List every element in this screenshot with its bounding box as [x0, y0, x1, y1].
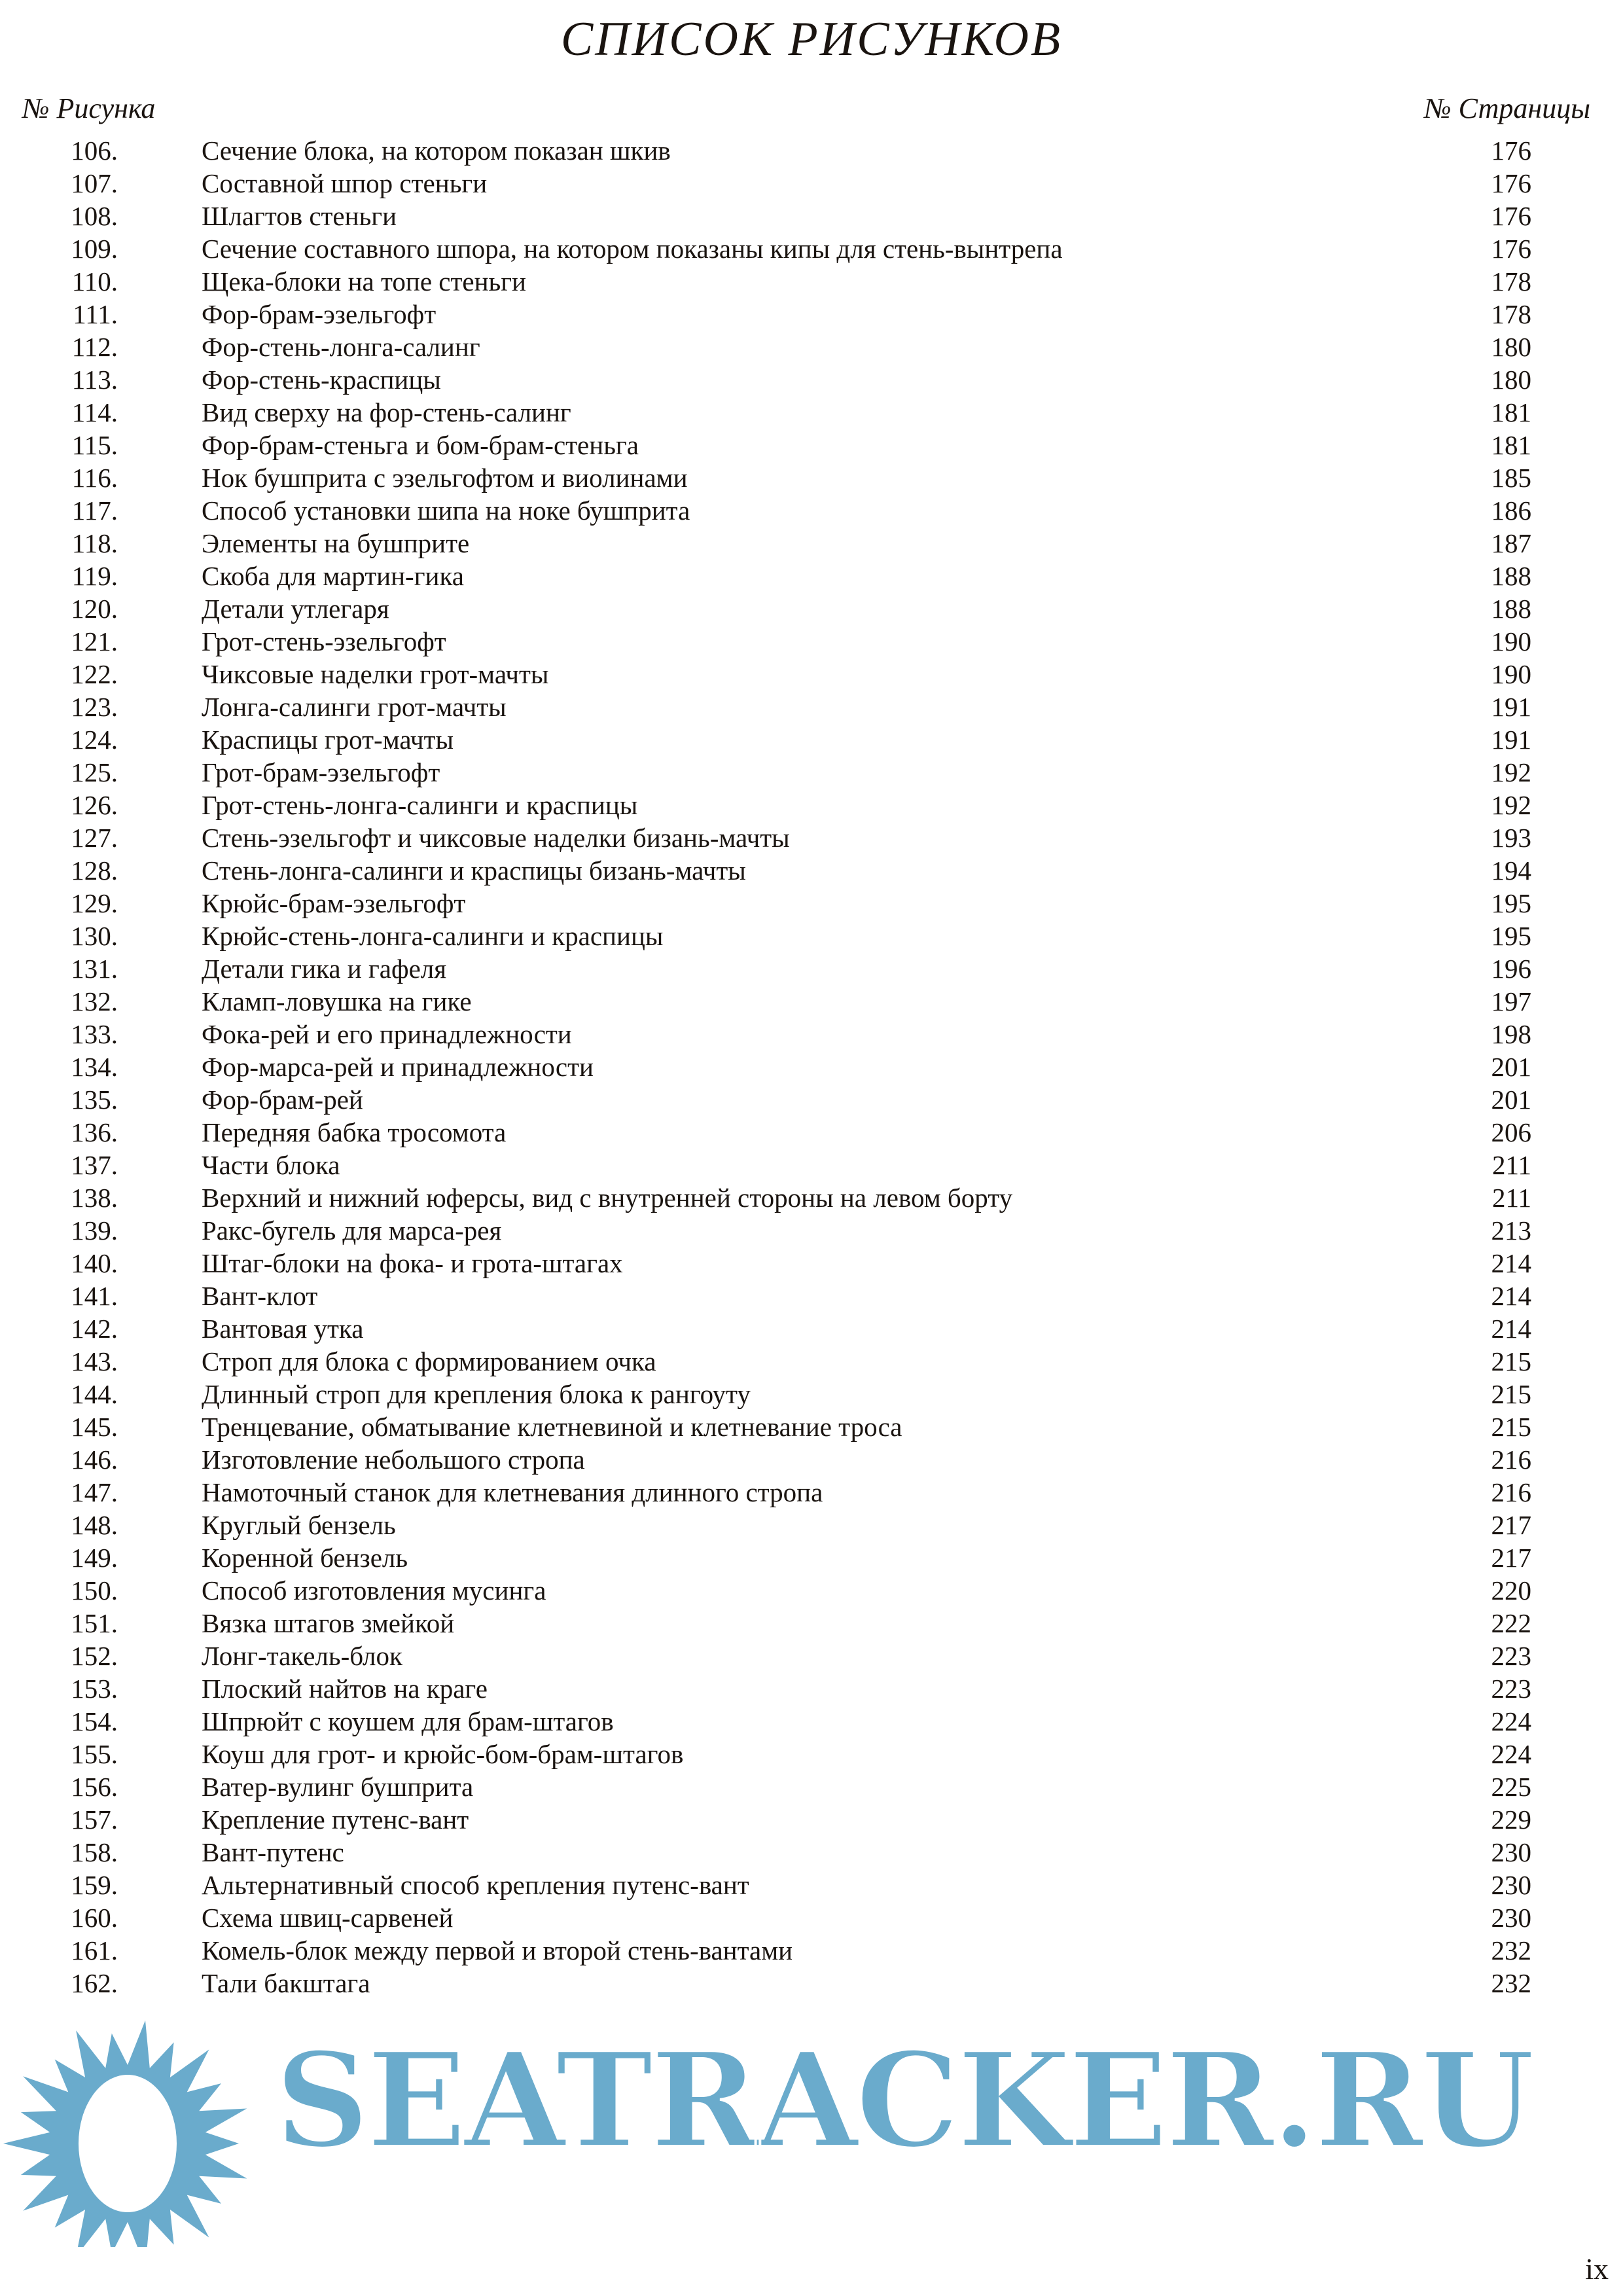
- page-number: 176: [1491, 135, 1531, 166]
- figure-number: 107.: [71, 168, 118, 198]
- figure-caption: Стень-эзельгофт и чиксовые наделки бизань-мачты: [202, 823, 790, 853]
- figure-number: 118.: [71, 528, 118, 558]
- figure-list-row: [0, 658, 1623, 691]
- page-number: 230: [1491, 1870, 1531, 1900]
- figure-number: 126.: [71, 790, 118, 820]
- page-number: 211: [1492, 1150, 1531, 1180]
- page-number: 188: [1491, 594, 1531, 624]
- page-number: 176: [1491, 201, 1531, 231]
- page-number: 230: [1491, 1837, 1531, 1867]
- page-number: 217: [1491, 1543, 1531, 1573]
- page-number-column-header: № Страницы: [1424, 92, 1590, 124]
- page-number: 232: [1491, 1935, 1531, 1965]
- figure-list-row: [0, 723, 1623, 756]
- figure-caption: Детали гика и гафеля: [202, 954, 447, 984]
- figure-number: 129.: [71, 888, 118, 918]
- figure-caption: Верхний и нижний юферсы, вид с внутренней стороны на левом борту: [202, 1183, 1013, 1213]
- figure-number: 111.: [73, 299, 118, 329]
- figure-caption: Вант-путенс: [202, 1837, 344, 1867]
- figure-caption: Передняя бабка тросомота: [202, 1117, 507, 1147]
- figure-list-row: [0, 1443, 1623, 1476]
- page-number: 215: [1491, 1379, 1531, 1409]
- figure-number: 115.: [71, 430, 118, 460]
- figure-number: 117.: [71, 495, 118, 526]
- page-number: 206: [1491, 1117, 1531, 1147]
- figure-list-row: [0, 1050, 1623, 1083]
- figure-list-row: [0, 952, 1623, 985]
- figure-caption: Ракс-бугель для марса-рея: [202, 1215, 502, 1246]
- figure-number: 135.: [71, 1085, 118, 1115]
- figure-list-row: [0, 1967, 1623, 2000]
- figure-list-row: [0, 1410, 1623, 1443]
- figure-caption: Плоский найтов на краге: [202, 1674, 488, 1704]
- figure-list-row: [0, 134, 1623, 167]
- figure-list-row: [0, 1901, 1623, 1934]
- figure-list-row: [0, 1247, 1623, 1280]
- page-number: 178: [1491, 299, 1531, 329]
- figure-number: 124.: [71, 725, 118, 755]
- figure-number: 119.: [71, 561, 118, 591]
- figure-list-row: [0, 1803, 1623, 1836]
- page-number: 180: [1491, 365, 1531, 395]
- figure-caption: Вязка штагов змейкой: [202, 1608, 455, 1638]
- page-number: 229: [1491, 1804, 1531, 1835]
- figure-number: 136.: [71, 1117, 118, 1147]
- page-number: 223: [1491, 1641, 1531, 1671]
- figure-caption: Лонг-такель-блок: [202, 1641, 402, 1671]
- figure-number: 145.: [71, 1412, 118, 1442]
- figure-list-row: [0, 1541, 1623, 1574]
- page-folio: ix: [1585, 2252, 1609, 2286]
- figure-caption: Лонга-салинги грот-мачты: [202, 692, 507, 722]
- page-number: 185: [1491, 463, 1531, 493]
- figure-list-row: [0, 331, 1623, 363]
- page-number: 222: [1491, 1608, 1531, 1638]
- figure-number: 140.: [71, 1248, 118, 1278]
- figure-caption: Фор-стень-краспицы: [202, 365, 441, 395]
- figure-number: 112.: [71, 332, 118, 362]
- figure-caption: Кламп-ловушка на гике: [202, 986, 472, 1016]
- figure-list-row: [0, 1345, 1623, 1378]
- figure-number: 109.: [71, 234, 118, 264]
- figure-caption: Круглый бензель: [202, 1510, 396, 1540]
- figure-caption: Комель-блок между первой и второй стень-вантами: [202, 1935, 793, 1965]
- figure-caption: Сечение блока, на котором показан шкив: [202, 135, 671, 166]
- figure-caption: Грот-стень-эзельгофт: [202, 626, 446, 656]
- figure-caption: Скоба для мартин-гика: [202, 561, 464, 591]
- page-number: 181: [1491, 430, 1531, 460]
- page-number: 176: [1491, 168, 1531, 198]
- page-number: 197: [1491, 986, 1531, 1016]
- figure-caption: Сечение составного шпора, на котором показаны кипы для стень-вынтрепа: [202, 234, 1063, 264]
- figure-number: 146.: [71, 1444, 118, 1475]
- page-number: 214: [1491, 1281, 1531, 1311]
- figure-list-row: [0, 1770, 1623, 1803]
- figure-list-row: [0, 592, 1623, 625]
- page-number: 187: [1491, 528, 1531, 558]
- figure-number: 156.: [71, 1772, 118, 1802]
- figure-caption: Тренцевание, обматывание клетневиной и клетневание троса: [202, 1412, 902, 1442]
- figure-list: [0, 134, 1623, 2000]
- figure-list-row: [0, 1672, 1623, 1705]
- figure-list-row: [0, 527, 1623, 560]
- figure-number: 139.: [71, 1215, 118, 1246]
- figure-caption: Фор-марса-рей и принадлежности: [202, 1052, 594, 1082]
- figure-caption: Вантовая утка: [202, 1314, 364, 1344]
- figure-caption: Чиксовые наделки грот-мачты: [202, 659, 549, 689]
- figure-number: 137.: [71, 1150, 118, 1180]
- figure-list-row: [0, 363, 1623, 396]
- figure-number: 150.: [71, 1575, 118, 1605]
- figure-list-row: [0, 625, 1623, 658]
- figure-list-row: [0, 1181, 1623, 1214]
- figure-list-row: [0, 167, 1623, 200]
- figure-list-row: [0, 1836, 1623, 1869]
- page-number: 195: [1491, 888, 1531, 918]
- figure-list-row: [0, 1509, 1623, 1541]
- figure-list-row: [0, 887, 1623, 920]
- figure-list-row: [0, 1934, 1623, 1967]
- page-number: 215: [1491, 1412, 1531, 1442]
- figure-list-row: [0, 1312, 1623, 1345]
- figure-number: 125.: [71, 757, 118, 787]
- figure-number: 151.: [71, 1608, 118, 1638]
- figure-list-row: [0, 494, 1623, 527]
- page-number: 194: [1491, 855, 1531, 886]
- figure-list-row: [0, 691, 1623, 723]
- page-number: 188: [1491, 561, 1531, 591]
- page-number: 232: [1491, 1968, 1531, 1998]
- figure-number: 143.: [71, 1346, 118, 1376]
- page-number: 198: [1491, 1019, 1531, 1049]
- figure-caption: Штаг-блоки на фока- и грота-штагах: [202, 1248, 623, 1278]
- figure-number: 160.: [71, 1903, 118, 1933]
- figure-caption: Грот-брам-эзельгофт: [202, 757, 440, 787]
- figure-list-row: [0, 756, 1623, 789]
- figure-number: 123.: [71, 692, 118, 722]
- page-number: 180: [1491, 332, 1531, 362]
- figure-caption: Способ изготовления мусинга: [202, 1575, 546, 1605]
- figure-list-row: [0, 789, 1623, 821]
- watermark-text: SEATRACKER.RU: [275, 2024, 1533, 2178]
- figure-list-row: [0, 429, 1623, 461]
- figure-number: 122.: [71, 659, 118, 689]
- figure-number: 106.: [71, 135, 118, 166]
- figure-caption: Вид сверху на фор-стень-салинг: [202, 397, 571, 427]
- page-number: 192: [1491, 757, 1531, 787]
- figure-number: 121.: [71, 626, 118, 656]
- figure-caption: Фока-рей и его принадлежности: [202, 1019, 572, 1049]
- figure-list-row: [0, 1018, 1623, 1050]
- figure-list-row: [0, 1476, 1623, 1509]
- figure-list-row: [0, 265, 1623, 298]
- figure-number: 110.: [71, 266, 118, 296]
- figure-number: 134.: [71, 1052, 118, 1082]
- figure-caption: Альтернативный способ крепления путенс-вант: [202, 1870, 749, 1900]
- figure-caption: Стень-лонга-салинги и краспицы бизань-мачты: [202, 855, 746, 886]
- figure-number: 127.: [71, 823, 118, 853]
- page-number: 215: [1491, 1346, 1531, 1376]
- figure-number: 161.: [71, 1935, 118, 1965]
- figure-caption: Детали утлегаря: [202, 594, 389, 624]
- figure-list-row: [0, 854, 1623, 887]
- page-number: 201: [1491, 1052, 1531, 1082]
- figure-number: 153.: [71, 1674, 118, 1704]
- figure-number: 154.: [71, 1706, 118, 1736]
- figure-caption: Крепление путенс-вант: [202, 1804, 469, 1835]
- starburst-shape: [3, 2020, 247, 2247]
- figure-list-row: [0, 560, 1623, 592]
- figure-number: 142.: [71, 1314, 118, 1344]
- figure-number: 133.: [71, 1019, 118, 1049]
- figure-caption: Щека-блоки на топе стеньги: [202, 266, 526, 296]
- figure-number: 114.: [71, 397, 118, 427]
- figure-number: 141.: [71, 1281, 118, 1311]
- figure-caption: Фор-брам-эзельгофт: [202, 299, 437, 329]
- figure-list-row: [0, 1640, 1623, 1672]
- figure-number: 149.: [71, 1543, 118, 1573]
- figure-list-row: [0, 396, 1623, 429]
- figure-caption: Фор-брам-стеньга и бом-брам-стеньга: [202, 430, 639, 460]
- figure-caption: Вант-клот: [202, 1281, 318, 1311]
- page-number: 191: [1491, 692, 1531, 722]
- figure-caption: Коуш для грот- и крюйс-бом-брам-штагов: [202, 1739, 684, 1769]
- page-number: 225: [1491, 1772, 1531, 1802]
- figure-list-row: [0, 461, 1623, 494]
- page-number: 186: [1491, 495, 1531, 526]
- figure-caption: Шлагтов стеньги: [202, 201, 397, 231]
- figure-caption: Тали бакштага: [202, 1968, 370, 1998]
- starburst-center: [79, 2075, 177, 2212]
- page-number: 196: [1491, 954, 1531, 984]
- page-number: 214: [1491, 1314, 1531, 1344]
- figure-number: 130.: [71, 921, 118, 951]
- figure-list-row: [0, 1280, 1623, 1312]
- page-number: 224: [1491, 1739, 1531, 1769]
- figure-caption: Изготовление небольшого стропа: [202, 1444, 585, 1475]
- figure-number: 159.: [71, 1870, 118, 1900]
- figure-number: 144.: [71, 1379, 118, 1409]
- page-number: 213: [1491, 1215, 1531, 1246]
- figure-caption: Элементы на бушприте: [202, 528, 470, 558]
- figure-list-row: [0, 821, 1623, 854]
- figure-list-row: [0, 298, 1623, 331]
- page-number: 193: [1491, 823, 1531, 853]
- figure-caption: Строп для блока с формированием очка: [202, 1346, 656, 1376]
- figure-list-row: [0, 1607, 1623, 1640]
- figure-list-row: [0, 200, 1623, 232]
- figure-caption: Способ установки шипа на ноке бушприта: [202, 495, 690, 526]
- figure-list-row: [0, 1705, 1623, 1738]
- figure-number: 158.: [71, 1837, 118, 1867]
- page-number: 211: [1492, 1183, 1531, 1213]
- figure-caption: Крюйс-брам-эзельгофт: [202, 888, 466, 918]
- figure-number-column-header: № Рисунка: [22, 92, 156, 124]
- figure-list-row: [0, 920, 1623, 952]
- figure-number: 147.: [71, 1477, 118, 1507]
- page-number: 181: [1491, 397, 1531, 427]
- figure-number: 116.: [71, 463, 118, 493]
- page-number: 223: [1491, 1674, 1531, 1704]
- figure-number: 131.: [71, 954, 118, 984]
- page-number: 220: [1491, 1575, 1531, 1605]
- page-number: 195: [1491, 921, 1531, 951]
- page-number: 224: [1491, 1706, 1531, 1736]
- figure-caption: Шпрюйт с коушем для брам-штагов: [202, 1706, 614, 1736]
- page-number: 192: [1491, 790, 1531, 820]
- starburst-watermark-icon: [0, 2013, 1623, 2247]
- figure-caption: Части блока: [202, 1150, 340, 1180]
- page-number: 217: [1491, 1510, 1531, 1540]
- figure-list-row: [0, 1083, 1623, 1116]
- figure-list-row: [0, 1116, 1623, 1149]
- figure-list-row: [0, 1574, 1623, 1607]
- page-number: 176: [1491, 234, 1531, 264]
- page-number: 216: [1491, 1477, 1531, 1507]
- figure-number: 138.: [71, 1183, 118, 1213]
- figure-number: 148.: [71, 1510, 118, 1540]
- page-number: 201: [1491, 1085, 1531, 1115]
- figure-caption: Грот-стень-лонга-салинги и краспицы: [202, 790, 638, 820]
- figure-list-row: [0, 1149, 1623, 1181]
- figure-number: 120.: [71, 594, 118, 624]
- figure-number: 132.: [71, 986, 118, 1016]
- figure-caption: Крюйс-стень-лонга-салинги и краспицы: [202, 921, 664, 951]
- page-number: 190: [1491, 659, 1531, 689]
- page-number: 216: [1491, 1444, 1531, 1475]
- figure-number: 108.: [71, 201, 118, 231]
- figure-number: 155.: [71, 1739, 118, 1769]
- figure-number: 128.: [71, 855, 118, 886]
- figure-caption: Составной шпор стеньги: [202, 168, 488, 198]
- figure-number: 152.: [71, 1641, 118, 1671]
- figure-caption: Ватер-вулинг бушприта: [202, 1772, 474, 1802]
- figure-caption: Коренной бензель: [202, 1543, 408, 1573]
- figure-caption: Краспицы грот-мачты: [202, 725, 454, 755]
- figure-caption: Схема швиц-сарвеней: [202, 1903, 454, 1933]
- figure-list-row: [0, 1869, 1623, 1901]
- page-number: 190: [1491, 626, 1531, 656]
- figure-list-row: [0, 1738, 1623, 1770]
- figure-caption: Нок бушприта с эзельгофтом и виолинами: [202, 463, 688, 493]
- page-number: 191: [1491, 725, 1531, 755]
- page-number: 178: [1491, 266, 1531, 296]
- figure-caption: Намоточный станок для клетневания длинного стропа: [202, 1477, 823, 1507]
- page-number: 214: [1491, 1248, 1531, 1278]
- figure-caption: Фор-брам-рей: [202, 1085, 363, 1115]
- figure-list-row: [0, 1378, 1623, 1410]
- page-title: СПИСОК РИСУНКОВ: [560, 12, 1063, 66]
- figure-number: 157.: [71, 1804, 118, 1835]
- figure-list-row: [0, 1214, 1623, 1247]
- figure-number: 162.: [71, 1968, 118, 1998]
- page-number: 230: [1491, 1903, 1531, 1933]
- figure-caption: Длинный строп для крепления блока к рангоуту: [202, 1379, 751, 1409]
- figure-list-row: [0, 232, 1623, 265]
- figure-list-row: [0, 985, 1623, 1018]
- figure-number: 113.: [71, 365, 118, 395]
- figure-caption: Фор-стень-лонга-салинг: [202, 332, 480, 362]
